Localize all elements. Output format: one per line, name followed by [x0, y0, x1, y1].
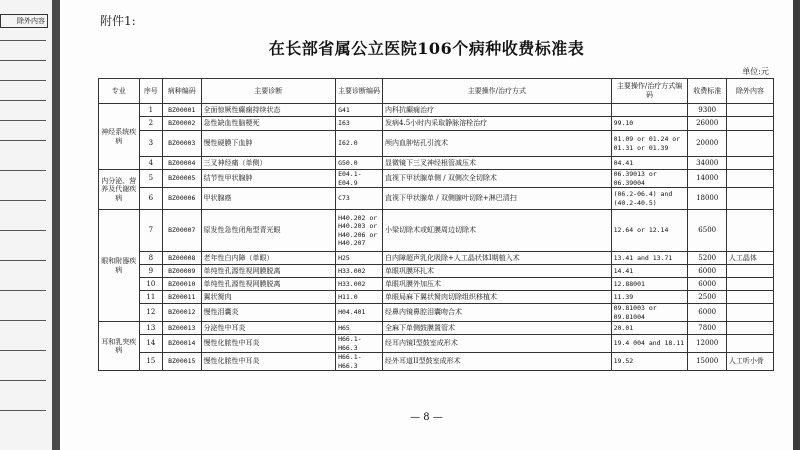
diagnosis-code-cell: H11.0 [336, 291, 383, 304]
procedure-code-cell [611, 104, 688, 117]
department-cell: 神经系统疾病 [99, 104, 140, 170]
procedure-cell: 白内障超声乳化吸除+人工晶状体I期植入术 [383, 252, 612, 265]
procedure-code-cell: 12.88001 [611, 278, 688, 291]
table-row [99, 278, 774, 291]
diagnosis-cell: 慢性泪囊炎 [201, 304, 336, 322]
procedure-cell: 小梁切除术或虹膜周边切除术 [383, 210, 612, 252]
procedure-code-cell: 11.39 [611, 291, 688, 304]
table-row [99, 210, 774, 252]
left-page-rule [0, 380, 46, 381]
row-number-cell: 8 [139, 252, 162, 265]
procedure-cell: 直视下甲状腺单侧 / 双侧次全切除术 [383, 170, 612, 188]
procedure-code-cell: 04.41 [611, 157, 688, 170]
page-gutter [52, 0, 60, 450]
header-fee: 收费标准 [688, 79, 726, 104]
table-row [99, 117, 774, 131]
diagnosis-code-cell: I62.0 [336, 131, 383, 157]
diagnosis-cell: 单纯性孔源性视网膜脱离 [201, 278, 336, 291]
procedure-code-cell: 14.41 [611, 265, 688, 278]
table-row [99, 188, 774, 210]
row-number-cell: 2 [139, 117, 162, 131]
disease-code-cell: BZ00012 [163, 304, 201, 322]
disease-code-cell: BZ00015 [163, 353, 201, 371]
fee-cell: 26000 [688, 117, 726, 131]
disease-code-cell: BZ00008 [163, 252, 201, 265]
header-diagnosis: 主要诊断 [201, 79, 336, 104]
left-page-rule [0, 230, 46, 231]
left-page-rule [0, 60, 46, 61]
procedure-cell: 经鼻内镜鼻腔泪囊吻合术 [383, 304, 612, 322]
diagnosis-cell: 全面惊厥性癫痫持续状态 [201, 104, 336, 117]
row-number-cell: 5 [139, 170, 162, 188]
fee-cell: 5200 [688, 252, 726, 265]
excluded-cell [726, 188, 773, 210]
table-row [99, 265, 774, 278]
diagnosis-cell: 老年性白内障（单眼） [201, 252, 336, 265]
diagnosis-cell: 原发性急性闭角型青光眼 [201, 210, 336, 252]
procedure-code-cell: (06.2-06.4) and (40.2-40.5) [611, 188, 688, 210]
diagnosis-code-cell: H25 [336, 252, 383, 265]
left-page-rule [0, 100, 46, 101]
procedure-cell: 单眼局麻下翼状胬肉切除组织移植术 [383, 291, 612, 304]
diagnosis-code-cell: H66.1-H66.3 [336, 335, 383, 353]
excluded-cell [726, 322, 773, 335]
header-proc-code: 主要操作/治疗方式编码 [611, 79, 688, 104]
row-number-cell: 6 [139, 188, 162, 210]
diagnosis-cell: 三叉神经痛（单侧） [201, 157, 336, 170]
page-number: — 8 — [410, 412, 443, 423]
excluded-cell [726, 170, 773, 188]
header-no: 序号 [139, 79, 162, 104]
left-page-rule [0, 40, 46, 41]
fee-table [98, 78, 774, 371]
procedure-cell: 发病4.5小时内采取静脉溶栓治疗 [383, 117, 612, 131]
diagnosis-cell: 甲状腺癌 [201, 188, 336, 210]
fee-cell: 12000 [688, 335, 726, 353]
table-row [99, 291, 774, 304]
procedure-code-cell: 19.52 [611, 353, 688, 371]
excluded-cell [726, 210, 773, 252]
department-cell: 内分泌、营养及代谢疾病 [99, 170, 140, 210]
diagnosis-code-cell: C73 [336, 188, 383, 210]
disease-code-cell: BZ00014 [163, 335, 201, 353]
left-page-rule [0, 120, 46, 121]
excluded-cell [726, 291, 773, 304]
left-page-rule [0, 410, 46, 411]
disease-code-cell: BZ00005 [163, 170, 201, 188]
excluded-cell [726, 304, 773, 322]
header-diag-code: 主要诊断编码 [336, 79, 383, 104]
row-number-cell: 14 [139, 335, 162, 353]
fee-cell: 34000 [688, 157, 726, 170]
page-title: 在长部省属公立医院106个病种收费标准表 [268, 39, 585, 58]
disease-code-cell: BZ00006 [163, 188, 201, 210]
unit-label: 单位:元 [742, 67, 769, 76]
table-row [99, 353, 774, 371]
disease-code-cell: BZ00004 [163, 157, 201, 170]
diagnosis-code-cell: G41 [336, 104, 383, 117]
procedure-code-cell: 19.4 004 and 18.11 [611, 335, 688, 353]
table-row [99, 252, 774, 265]
diagnosis-cell: 翼状胬肉 [201, 291, 336, 304]
page-shadow [793, 0, 800, 450]
left-page-rule [0, 350, 46, 351]
fee-cell: 15000 [688, 353, 726, 371]
table-row [99, 131, 774, 157]
fee-cell: 6000 [688, 304, 726, 322]
procedure-code-cell: 13.41 and 13.71 [611, 252, 688, 265]
procedure-cell: 经外耳道II型鼓室成形术 [383, 353, 612, 371]
excluded-cell [726, 131, 773, 157]
procedure-code-cell: 20.01 [611, 322, 688, 335]
diagnosis-cell: 慢性硬膜下血肿 [201, 131, 336, 157]
disease-code-cell: BZ00002 [163, 117, 201, 131]
disease-code-cell: BZ00007 [163, 210, 201, 252]
header-dept: 专业 [99, 79, 140, 104]
diagnosis-cell: 慢性化脓性中耳炎 [201, 353, 336, 371]
disease-code-cell: BZ00009 [163, 265, 201, 278]
row-number-cell: 1 [139, 104, 162, 117]
department-cell: 眼和附器疾病 [99, 210, 140, 322]
procedure-cell: 显微镜下三叉神经根管减压术 [383, 157, 612, 170]
diagnosis-code-cell: H65 [336, 322, 383, 335]
diagnosis-cell: 结节性甲状腺肿 [201, 170, 336, 188]
left-page-rule [0, 170, 46, 171]
diagnosis-cell: 急性缺血性脑梗死 [201, 117, 336, 131]
excluded-cell: 人工晶体 [726, 252, 773, 265]
fee-cell: 14000 [688, 170, 726, 188]
diagnosis-code-cell: E04.1-E04.9 [336, 170, 383, 188]
excluded-cell [726, 157, 773, 170]
header-code: 病种编码 [163, 79, 201, 104]
fee-cell: 9300 [688, 104, 726, 117]
header-procedure: 主要操作/治疗方式 [383, 79, 612, 104]
left-page-header: 除外内容 [0, 14, 48, 28]
row-number-cell: 9 [139, 265, 162, 278]
diagnosis-cell: 慢性化脓性中耳炎 [201, 335, 336, 353]
row-number-cell: 7 [139, 210, 162, 252]
excluded-cell [726, 278, 773, 291]
procedure-cell: 直视下甲状腺单 / 双侧腺叶切除+淋巴清扫 [383, 188, 612, 210]
row-number-cell: 13 [139, 322, 162, 335]
procedure-cell: 单眼巩膜环扎术 [383, 265, 612, 278]
diagnosis-code-cell: H66.1-H66.3 [336, 353, 383, 371]
fee-cell: 6000 [688, 278, 726, 291]
procedure-cell: 单眼巩膜外加压术 [383, 278, 612, 291]
diagnosis-code-cell: I63 [336, 117, 383, 131]
table-row [99, 157, 774, 170]
excluded-cell [726, 265, 773, 278]
procedure-code-cell: 01.09 or 01.24 or 01.31 or 01.39 [611, 131, 688, 157]
fee-cell: 18000 [688, 188, 726, 210]
department-cell: 耳和乳突疾病 [99, 322, 140, 371]
disease-code-cell: BZ00001 [163, 104, 201, 117]
table-row [99, 322, 774, 335]
fee-cell: 6500 [688, 210, 726, 252]
left-page-rule [0, 140, 46, 141]
left-page-rule [0, 80, 46, 81]
diagnosis-code-cell: H33.002 [336, 278, 383, 291]
left-page-edge [0, 0, 53, 450]
procedure-cell: 内科抗癫痫治疗 [383, 104, 612, 117]
excluded-cell [726, 335, 773, 353]
row-number-cell: 10 [139, 278, 162, 291]
appendix-label: 附件1: [100, 14, 136, 28]
left-page-rule [0, 260, 46, 261]
fee-table-body [99, 104, 774, 371]
row-number-cell: 15 [139, 353, 162, 371]
header-excluded: 除外内容 [726, 79, 773, 104]
row-number-cell: 4 [139, 157, 162, 170]
row-number-cell: 3 [139, 131, 162, 157]
fee-cell: 6000 [688, 265, 726, 278]
procedure-code-cell: 06.39013 or 06.39004 [611, 170, 688, 188]
row-number-cell: 12 [139, 304, 162, 322]
table-header-row [99, 79, 774, 104]
diagnosis-code-cell: H33.002 [336, 265, 383, 278]
disease-code-cell: BZ00013 [163, 322, 201, 335]
disease-code-cell: BZ00011 [163, 291, 201, 304]
procedure-cell: 颅内血肿钻孔引流术 [383, 131, 612, 157]
row-number-cell: 11 [139, 291, 162, 304]
disease-code-cell: BZ00010 [163, 278, 201, 291]
fee-cell: 7800 [688, 322, 726, 335]
excluded-cell [726, 117, 773, 131]
diagnosis-code-cell: H40.202 or H40.203 or H40.206 or H40.207 [336, 210, 383, 252]
left-page-rule [0, 200, 46, 201]
procedure-code-cell: 09.81003 or 09.81004 [611, 304, 688, 322]
excluded-cell: 人工听小骨 [726, 353, 773, 371]
fee-cell: 2500 [688, 291, 726, 304]
table-row [99, 104, 774, 117]
procedure-code-cell: 99.10 [611, 117, 688, 131]
diagnosis-cell: 单纯性孔源性视网膜脱离 [201, 265, 336, 278]
diagnosis-cell: 分泌性中耳炎 [201, 322, 336, 335]
disease-code-cell: BZ00003 [163, 131, 201, 157]
procedure-cell: 全麻下单侧鼓膜置管术 [383, 322, 612, 335]
left-page-rule [0, 290, 46, 291]
procedure-code-cell: 12.64 or 12.14 [611, 210, 688, 252]
procedure-cell: 经耳内镜I型鼓室成形术 [383, 335, 612, 353]
left-page-rule [0, 320, 46, 321]
excluded-cell [726, 104, 773, 117]
fee-cell: 20000 [688, 131, 726, 157]
document-page [60, 0, 793, 450]
diagnosis-code-cell: G50.0 [336, 157, 383, 170]
table-row [99, 335, 774, 353]
table-row [99, 304, 774, 322]
diagnosis-code-cell: H04.401 [336, 304, 383, 322]
table-row [99, 170, 774, 188]
